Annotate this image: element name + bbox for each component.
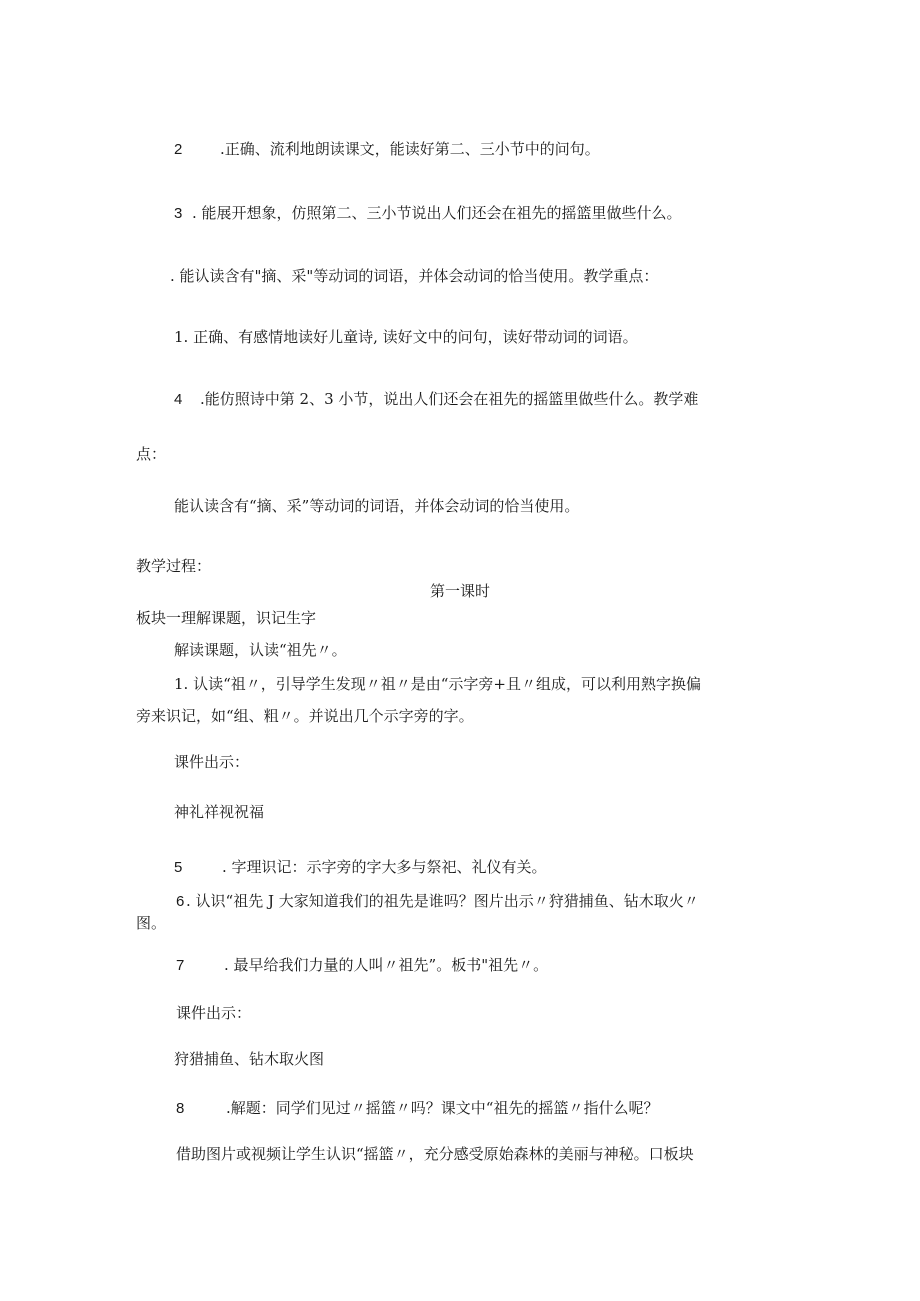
step-read-title — [174, 640, 347, 660]
item-text: 点： — [136, 445, 167, 463]
step-7 — [176, 955, 548, 976]
item-number: 3 — [174, 205, 183, 222]
item-text: 第一课时 — [429, 582, 490, 600]
item-text: 神礼祥视祝福 — [174, 803, 265, 821]
courseware-image-caption — [174, 1049, 324, 1069]
item-number: 5 — [174, 859, 183, 876]
courseware-chars — [174, 802, 264, 822]
item-text: . 字理识记：示字旁的字大多与祭祀、礼仪有关。 — [222, 858, 547, 876]
difficulty-text — [174, 496, 579, 516]
item-text: .能仿照诗中第 2、3 小节，说出人们还会在祖先的摇篮里做些什么。教学难 — [200, 390, 699, 408]
objective-vocab — [170, 266, 658, 286]
item-text: 狩猎捕鱼、钻木取火图 — [174, 1050, 325, 1068]
item-text: 能认读含有“摘、采”等动词的词语，并体会动词的恰当使用。 — [174, 497, 580, 515]
item-text: 课件出示： — [174, 753, 250, 771]
item-text: . 能认读含有"摘、采"等动词的词语，并体会动词的恰当使用。教学重点： — [170, 267, 659, 285]
step-1-continued — [136, 706, 474, 726]
objective-3 — [174, 203, 682, 224]
item-number: 6 — [176, 893, 185, 910]
step-8 — [176, 1098, 658, 1119]
item-number: 2 — [174, 141, 183, 158]
item-text: 1. 认读“祖〃，引导学生发现〃祖〃是由“示字旁+且〃组成，可以利用熟字换偏 — [174, 675, 701, 693]
step-6-continued — [136, 913, 166, 933]
step-8-activity — [176, 1144, 694, 1164]
lesson-title — [0, 581, 920, 601]
item-text: .正确、流利地朗读课文，能读好第二、三小节中的问句。 — [220, 140, 600, 158]
item-number: 8 — [176, 1100, 185, 1117]
courseware-label-1 — [174, 752, 249, 772]
section-heading-process — [136, 556, 211, 576]
item-text: 板块一理解课题，识记生字 — [136, 609, 317, 627]
item-number: 4 — [174, 391, 183, 408]
item-text: . 能展开想象，仿照第二、三小节说出人们还会在祖先的摇篮里做些什么。 — [192, 204, 682, 222]
item-text: 课件出示： — [176, 1004, 252, 1022]
item-text: 借助图片或视频让学生认识“摇篮〃，充分感受原始森林的美丽与神秘。口板块 — [176, 1145, 694, 1163]
item-text: 图。 — [136, 914, 167, 932]
item-text: 旁来识记，如“组、粗〃。并说出几个示字旁的字。 — [136, 707, 474, 725]
step-1 — [174, 674, 701, 694]
objective-4 — [174, 389, 698, 410]
key-point-1 — [174, 327, 638, 347]
item-text: 教学过程： — [136, 557, 212, 575]
step-6 — [176, 891, 699, 912]
item-text: . 认识“祖先 J 大家知道我们的祖先是谁吗？图片出示〃狩猎捕鱼、钻木取火〃 — [186, 892, 699, 910]
courseware-label-2 — [176, 1003, 251, 1023]
item-text: 解读课题，认读“祖先〃。 — [174, 641, 347, 659]
difficulty-heading-tail — [136, 444, 166, 464]
objective-2 — [174, 139, 600, 160]
item-text: .解题：同学们见过〃摇篮〃吗？课文中“祖先的摇篮〃指什么呢？ — [226, 1099, 659, 1117]
item-number: 7 — [176, 957, 185, 974]
item-text: . 最早给我们力量的人叫〃祖先”。板书"祖先〃。 — [224, 956, 549, 974]
step-5 — [174, 857, 547, 878]
item-text: 1. 正确、有感情地读好儿童诗, 读好文中的问句，读好带动词的词语。 — [174, 328, 638, 346]
block-heading — [136, 608, 316, 628]
